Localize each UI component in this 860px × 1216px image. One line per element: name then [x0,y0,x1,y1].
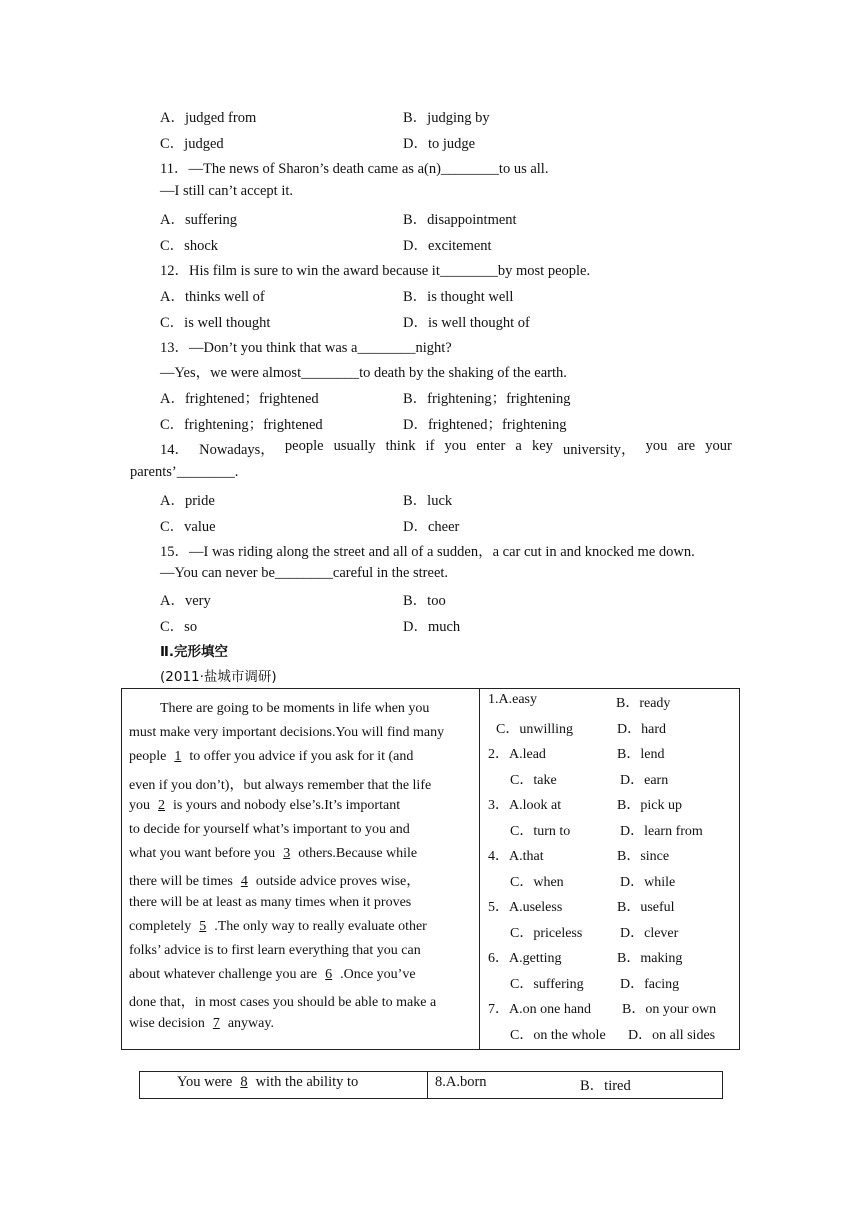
passage-line: must make very important decisions.You will find many [129,725,445,740]
q11-option-a: A．suffering [160,212,238,228]
option-item: C．take [510,773,557,788]
passage-line [129,967,416,983]
q12-option-d: D．is well thought of [403,315,530,331]
option-item: D．on all sides [628,1028,716,1043]
passage-text: you [129,798,150,813]
passage-text: about whatever challenge you are [129,967,318,982]
blank-number: 5 [199,919,207,934]
q12-option-a: A．thinks well of [160,289,265,305]
q11-stem: 11．—The news of Sharon’s death came as a(n)________to us all. [160,161,549,177]
q13-stem-reply: —Yes，we were almost________to death by the shaking of the earth. [160,365,567,381]
passage-line: to decide for yourself what’s important to you and [129,822,410,837]
passage-line [129,846,417,862]
q10-option-d: D．to judge [403,136,476,152]
blank-8: 8 [240,1074,248,1090]
blank-number: 7 [212,1016,220,1031]
blank-number: 6 [325,967,333,982]
passage-line [129,870,420,890]
table-divider [479,688,480,1049]
passage-text: there will be times [129,874,233,889]
q14-word: university， [562,442,636,458]
q14-stem [160,438,732,459]
q11-stem-reply: —I still can’t accept it. [160,183,294,199]
passage-text: wise decision [129,1016,205,1031]
option-item: C．when [510,875,564,890]
q14-word: you [444,438,467,454]
section-title: Ⅱ.完形填空 [160,644,229,660]
option-item: D．clever [620,926,679,941]
option-item: B．useful [617,900,675,915]
option-item: B．pick up [617,798,682,813]
blank-number: 3 [283,846,291,861]
option-item: C．turn to [510,824,571,839]
option-item: D．learn from [620,824,703,839]
blank-number: 2 [158,798,165,813]
q12-option-b: B．is thought well [403,289,514,305]
passage-text: what you want before you [129,846,276,861]
option-item: C．priceless [510,926,583,941]
option-item: 7．A.on one hand [488,1002,592,1017]
q10-option-a: A．judged from [160,110,257,126]
passage-text: is yours and nobody else’s.It’s important [173,798,401,813]
passage-line: even if you don’t)，but always remember that the life [129,778,432,793]
option-item: 6．A.getting [488,951,562,966]
q15-option-c: C．so [160,619,198,635]
q15-option-d: D．much [403,619,461,635]
q14-word: if [425,438,435,454]
q11-option-c: C．shock [160,238,218,254]
q10-option-c: C．judged [160,136,224,152]
table-divider [427,1071,428,1098]
blank-number: 1 [174,749,182,764]
q14-word: your [705,438,732,454]
passage-text: .The only way to really evaluate other [214,919,427,934]
q11-option-b: B．disappointment [403,212,517,228]
passage-line [177,1074,358,1091]
q14-option-b: B．luck [403,493,453,509]
passage-text: .Once you’ve [340,967,416,982]
option-item: 3．A.look at [488,798,562,813]
option-8a: 8.A.born [435,1074,487,1090]
option-8b: B．tired [580,1078,631,1094]
passage-line: there will be at least as many times when it proves [129,895,412,910]
q14-word: 14． [160,442,189,458]
option-item: B．making [617,951,683,966]
section-source: (2011·盐城市调研) [160,669,277,685]
q14-word: you [645,438,668,454]
option-item: D．facing [620,977,680,992]
passage-text: outside advice proves wise， [255,874,421,889]
q15-stem-reply: —You can never be________careful in the street. [160,565,449,581]
option-item: C．on the whole [510,1028,606,1043]
q12-stem: 12．His film is sure to win the award because it________by most people. [160,263,591,279]
option-item: C．unwilling [496,722,574,737]
blank-number: 4 [240,874,248,889]
q12-option-c: C．is well thought [160,315,271,331]
q14-option-a: A．pride [160,493,215,509]
option-item: B．since [617,849,670,864]
passage-text: to offer you advice if you ask for it (and [189,749,414,764]
passage-text: people [129,749,167,764]
q15-option-b: B．too [403,593,446,609]
q13-option-a: A．frightened；frightened [160,391,319,407]
passage-line [129,749,413,765]
q15-option-a: A．very [160,593,211,609]
passage-text: completely [129,919,192,934]
q13-option-d: D．frightened；frightening [403,417,567,433]
q13-option-b: B．frightening；frightening [403,391,571,407]
q14-word: think [385,438,416,454]
passage-text: anyway. [227,1016,274,1031]
q14-stem-continued: parents’________. [130,464,239,480]
q14-word: people [284,438,324,454]
q14-word: key [531,438,553,454]
passage-text: with the ability to [255,1074,359,1090]
option-item: 4．A.that [488,849,544,864]
passage-line: There are going to be moments in life when you [160,701,430,716]
option-item: 5．A.useless [488,900,563,915]
option-item: B．lend [617,747,665,762]
q13-stem: 13．—Don’t you think that was a________night? [160,340,452,356]
option-item: D．while [620,875,676,890]
q13-option-c: C．frightening；frightened [160,417,323,433]
q14-word: are [677,438,696,454]
option-item: D．hard [617,722,666,737]
passage-line [129,1016,274,1032]
q14-option-c: C．value [160,519,216,535]
passage-text: You were [177,1074,233,1090]
passage-line: done that，in most cases you should be able to make a [129,995,437,1010]
q15-stem: 15．—I was riding along the street and all of a sudden，a car cut in and knocked me down. [160,544,695,560]
q14-word: Nowadays， [199,442,275,458]
passage-text: others.Because while [298,846,418,861]
q14-option-d: D．cheer [403,519,460,535]
option-item: B．on your own [622,1002,717,1017]
passage-line [129,919,427,935]
option-item: 1.A.easy [488,692,537,707]
option-item: C．suffering [510,977,584,992]
passage-line: folks’ advice is to first learn everything that you can [129,943,421,958]
option-item: 2．A.lead [488,747,546,762]
option-item: D．earn [620,773,669,788]
q10-option-b: B．judging by [403,110,490,126]
q14-word: enter [476,438,506,454]
q11-option-d: D．excitement [403,238,492,254]
q14-word: usually [333,438,376,454]
passage-line [129,798,400,814]
q14-word: a [515,438,522,454]
option-item: B．ready [616,696,671,711]
